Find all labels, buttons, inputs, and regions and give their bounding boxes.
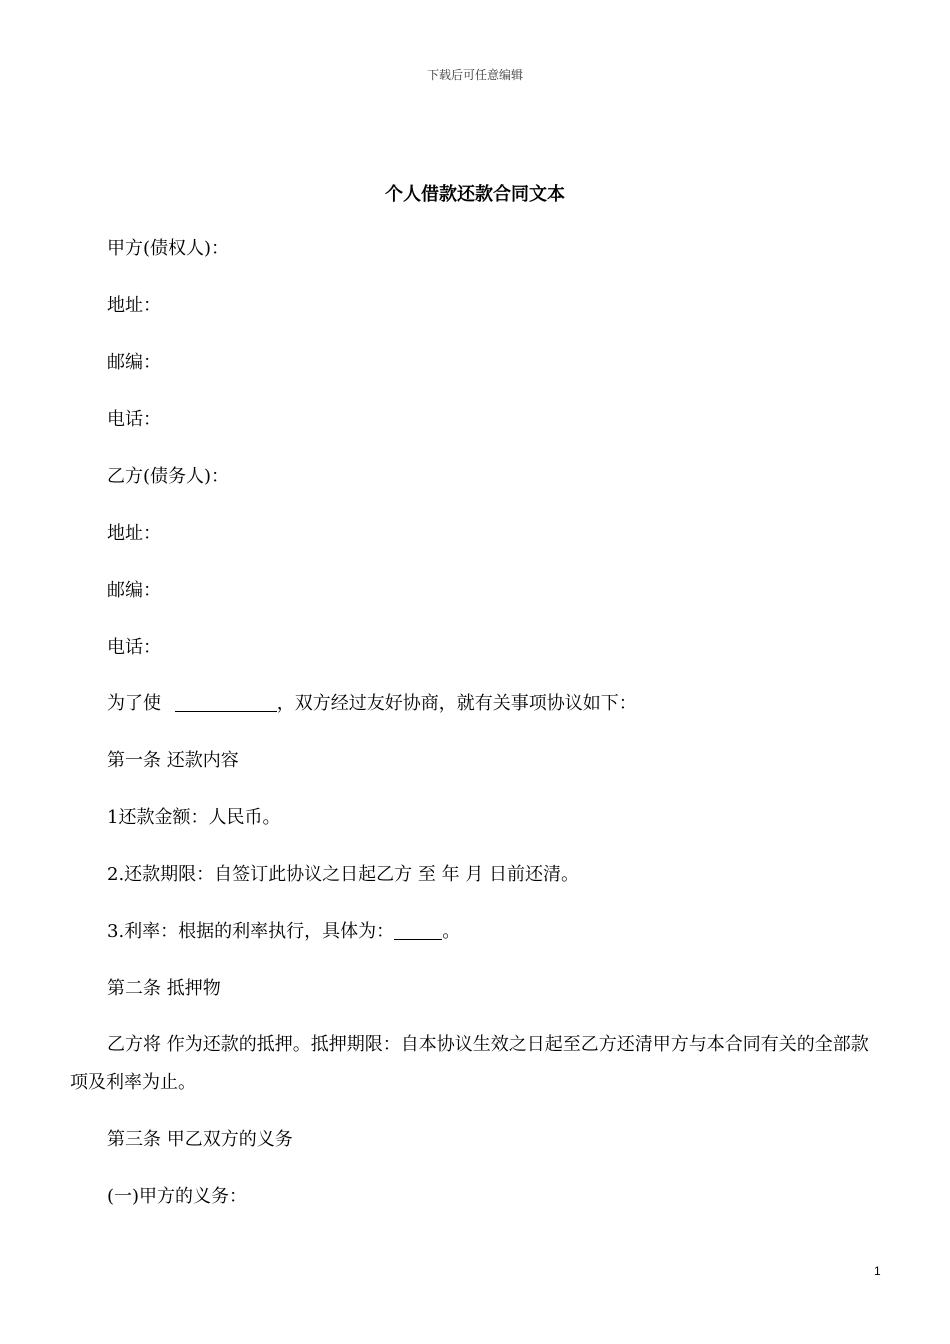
article3-sub1: (一)甲方的义务： bbox=[107, 1186, 248, 1207]
article2-heading: 第二条 抵押物 bbox=[107, 978, 221, 999]
article1-item3-after: 。 bbox=[442, 921, 461, 942]
page-number: 1 bbox=[874, 1264, 881, 1278]
rate-blank bbox=[394, 921, 442, 940]
party-b-phone: 电话： bbox=[107, 637, 161, 658]
article1-item3-before: 3.利率：根据的利率执行，具体为： bbox=[107, 921, 395, 942]
article2-body: 乙方将 作为还款的抵押。抵押期限：自本协议生效之日起至乙方还清甲方与本合同有关的全部款项及利率为止。 bbox=[70, 1034, 869, 1093]
party-a-address: 地址： bbox=[107, 295, 161, 316]
party-b-postcode: 邮编： bbox=[107, 580, 161, 601]
article1-item1: 1还款金额：人民币。 bbox=[107, 807, 281, 828]
article1-item2: 2.还款期限：自签订此协议之日起乙方 至 年 月 日前还清。 bbox=[107, 864, 580, 885]
preamble-before: 为了使 bbox=[107, 693, 167, 714]
article3-heading: 第三条 甲乙双方的义务 bbox=[107, 1129, 293, 1150]
party-a-heading: 甲方(债权人)： bbox=[107, 238, 230, 259]
document-title: 个人借款还款合同文本 bbox=[385, 184, 565, 205]
article1-item3 bbox=[107, 920, 460, 944]
preamble bbox=[107, 692, 637, 716]
header-note: 下载后可任意编辑 bbox=[426, 68, 523, 82]
article1-heading: 第一条 还款内容 bbox=[107, 750, 239, 771]
preamble-blank bbox=[175, 693, 277, 712]
party-a-phone: 电话： bbox=[107, 409, 161, 430]
party-b-heading: 乙方(债务人)： bbox=[107, 466, 230, 487]
preamble-after: ，双方经过友好协商，就有关事项协议如下： bbox=[276, 693, 637, 714]
party-b-address: 地址： bbox=[107, 523, 161, 544]
party-a-postcode: 邮编： bbox=[107, 352, 161, 373]
